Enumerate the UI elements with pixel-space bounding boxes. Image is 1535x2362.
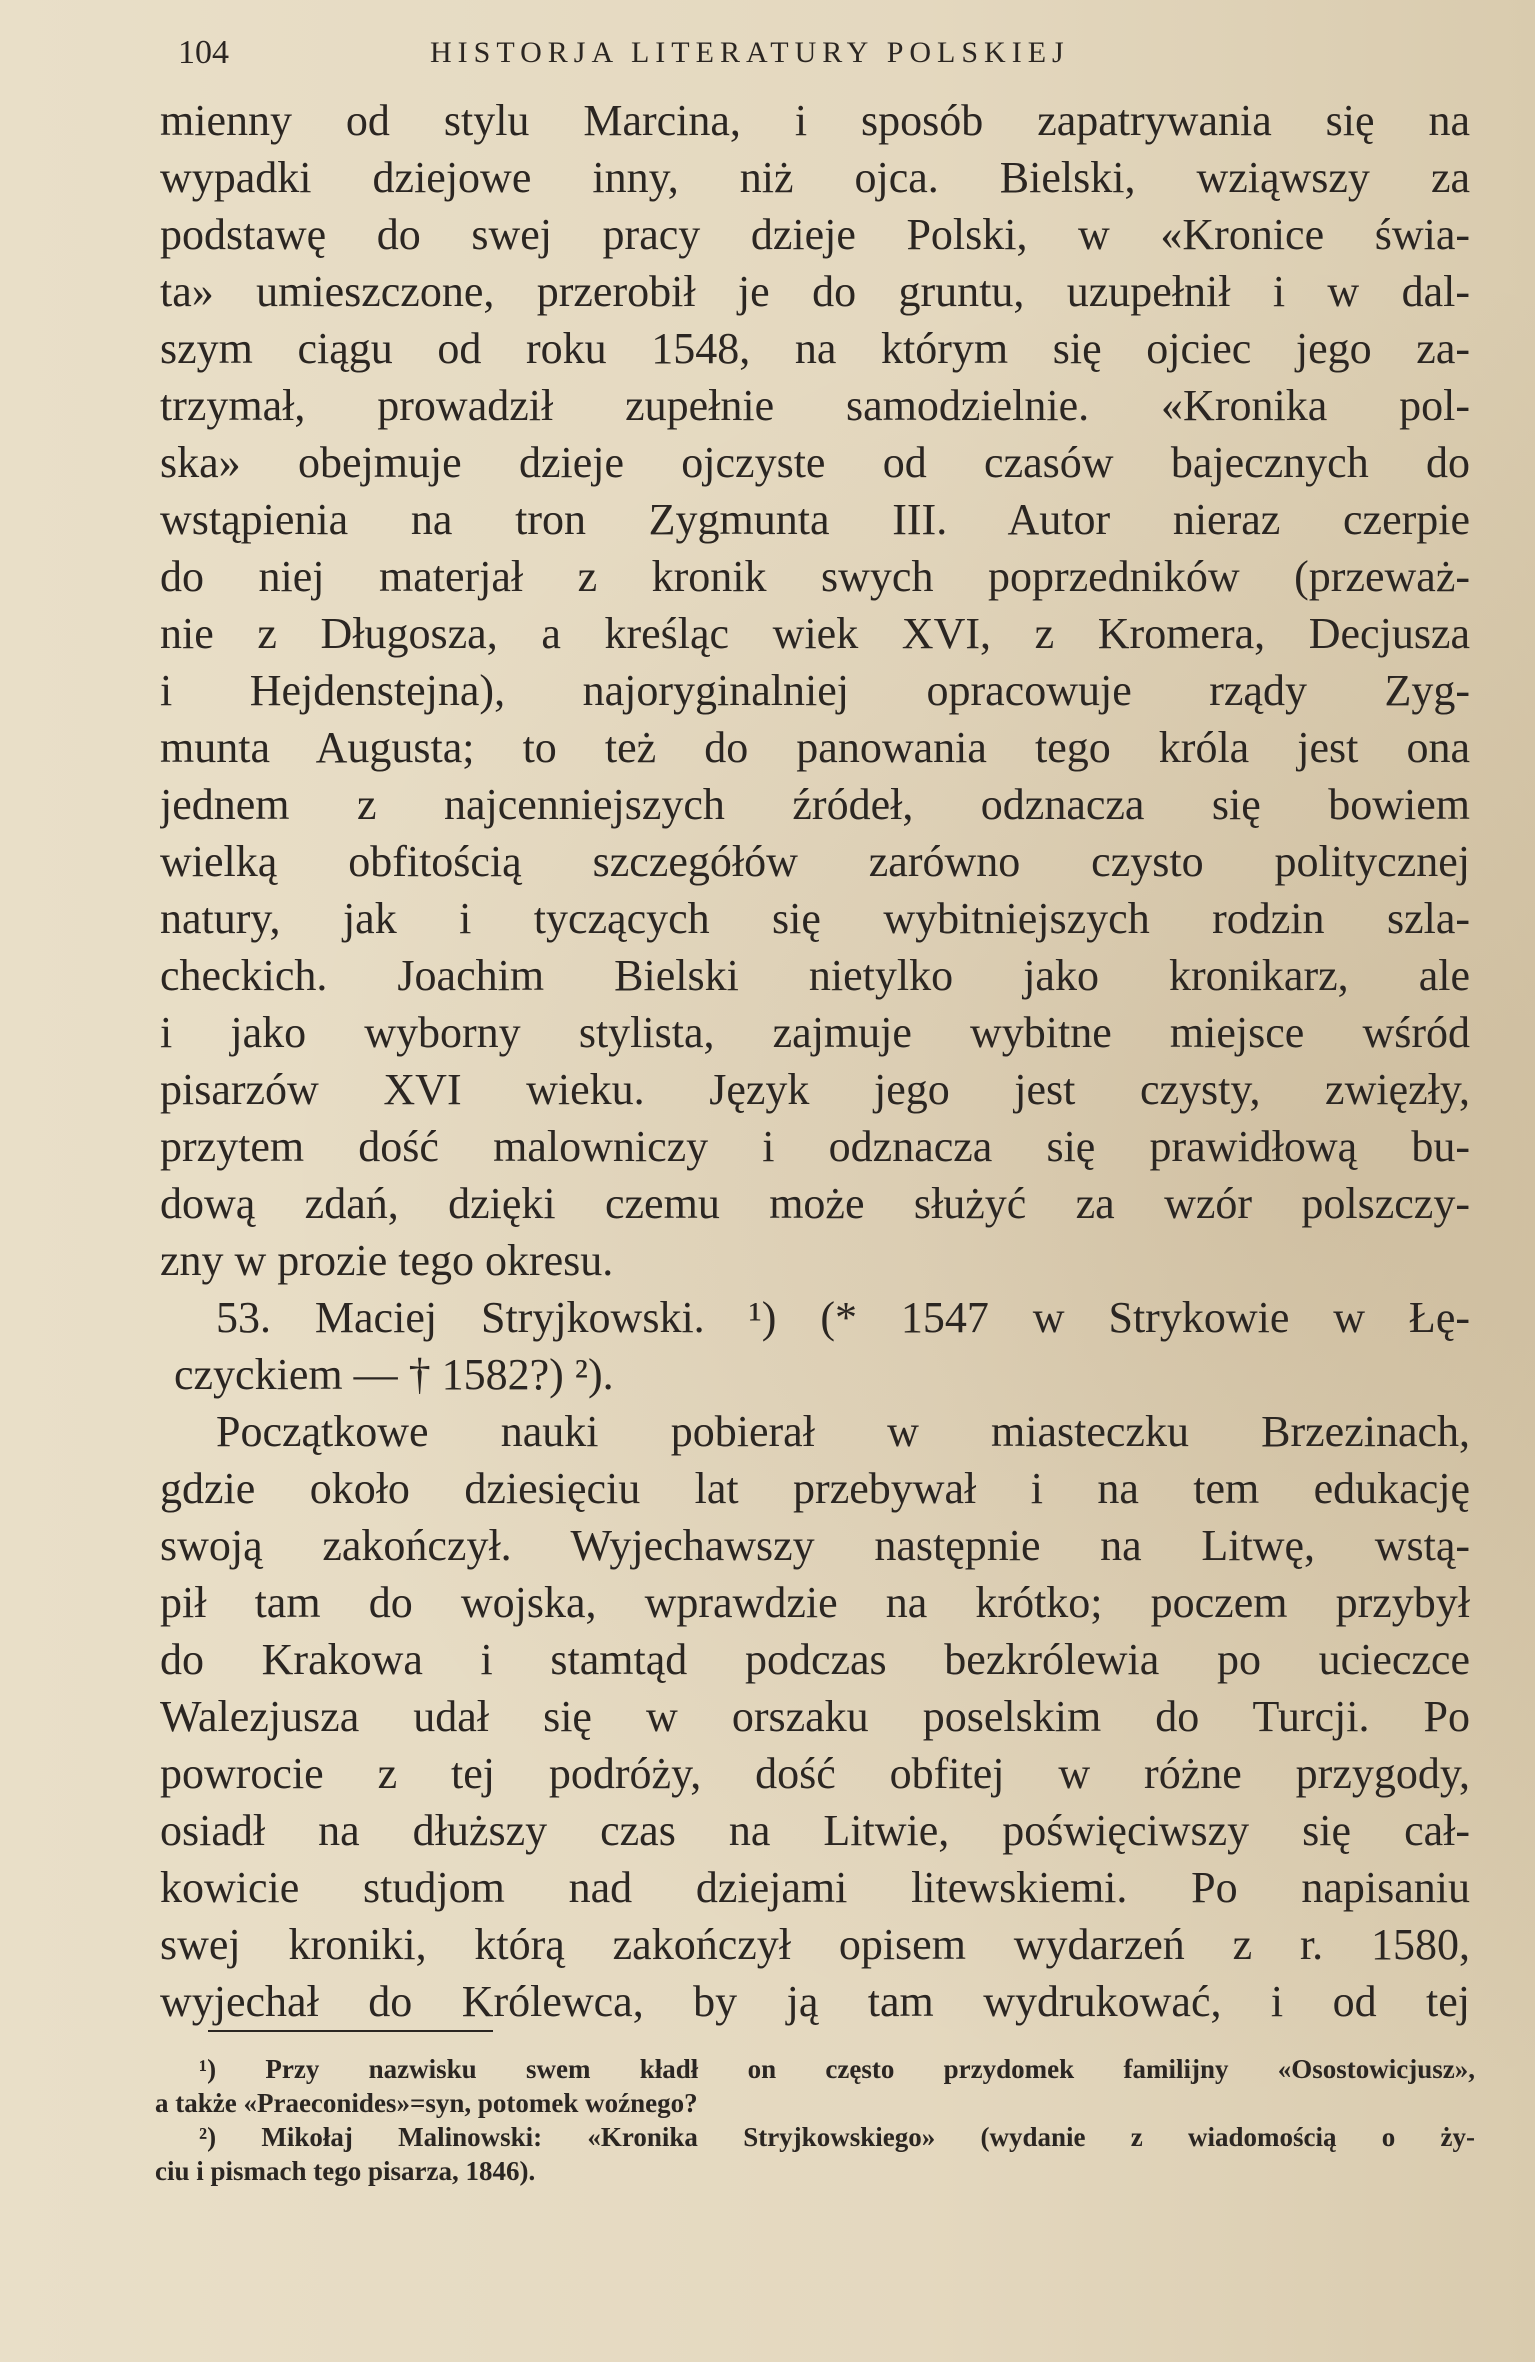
text-line: swoją zakończył. Wyjechawszy następnie na Litwę, wstą-: [160, 1521, 1470, 1570]
text-line: zny w prozie tego okresu.: [160, 1236, 614, 1285]
text-line: gdzie około dziesięciu lat przebywał i na tem edukację: [160, 1464, 1470, 1513]
text-line: i Hejdenstejna), najoryginalniej opracowuje rządy Zyg-: [160, 666, 1470, 715]
page-number: 104: [178, 34, 229, 71]
text-line: podstawę do swej pracy dzieje Polski, w «Kronice świa-: [160, 210, 1470, 259]
text-line: do Krakowa i stamtąd podczas bezkrólewia po ucieczce: [160, 1635, 1470, 1684]
text-line: wyjechał do Królewca, by ją tam wydrukować, i od tej: [160, 1977, 1470, 2026]
text-line: wypadki dziejowe inny, niż ojca. Bielski, wziąwszy za: [160, 153, 1470, 202]
text-line: przytem dość malowniczy i odznacza się prawidłową bu-: [160, 1122, 1470, 1171]
text-line: wielką obfitością szczegółów zarówno czysto politycznej: [160, 837, 1470, 886]
text-line: i jako wyborny stylista, zajmuje wybitne miejsce wśród: [160, 1008, 1470, 1057]
text-line: kowicie studjom nad dziejami litewskiemi. Po napisaniu: [160, 1863, 1470, 1912]
text-line: Początkowe nauki pobierał w miasteczku Brzezinach,: [216, 1407, 1470, 1456]
text-line: mienny od stylu Marcina, i sposób zapatrywania się na: [160, 96, 1470, 145]
footnote-1-continuation: a także «Praeconides»=syn, potomek woźnego?: [155, 2088, 698, 2118]
text-line: swej kroniki, którą zakończył opisem wydarzeń z r. 1580,: [160, 1920, 1470, 1969]
text-line: nie z Długosza, a kreśląc wiek XVI, z Kromera, Decjusza: [160, 609, 1470, 658]
text-line: trzymał, prowadził zupełnie samodzielnie. «Kronika pol-: [160, 381, 1470, 430]
footnote-divider: [208, 2030, 493, 2032]
body-text: [160, 92, 1470, 2030]
running-title: HISTORJA LITERATURY POLSKIEJ: [430, 36, 1070, 69]
text-line: munta Augusta; to też do panowania tego króla jest ona: [160, 723, 1470, 772]
footnote-1: ¹) Przy nazwisku swem kładł on często przydomek familijny «Osostowicjusz»,: [199, 2054, 1475, 2084]
text-line: osiadł na dłuższy czas na Litwie, poświęciwszy się cał-: [160, 1806, 1470, 1855]
text-line: szym ciągu od roku 1548, na którym się ojciec jego za-: [160, 324, 1470, 373]
text-line: wstąpienia na tron Zygmunta III. Autor nieraz czerpie: [160, 495, 1470, 544]
page-header: [178, 28, 1308, 78]
section-heading: 53. Maciej Stryjkowski. ¹) (* 1547 w Strykowie w Łę-: [216, 1293, 1470, 1342]
footnote-2-continuation: ciu i pismach tego pisarza, 1846).: [155, 2156, 536, 2186]
text-line: jednem z najcenniejszych źródeł, odznacza się bowiem: [160, 780, 1470, 829]
text-line: natury, jak i tyczących się wybitniejszych rodzin szla-: [160, 894, 1470, 943]
text-line: checkich. Joachim Bielski nietylko jako kronikarz, ale: [160, 951, 1470, 1000]
text-line: pił tam do wojska, wprawdzie na krótko; poczem przybył: [160, 1578, 1470, 1627]
text-line: pisarzów XVI wieku. Język jego jest czysty, zwięzły,: [160, 1065, 1470, 1114]
section-heading-continuation: czyckiem — † 1582?) ²).: [174, 1350, 614, 1399]
footnote-2: ²) Mikołaj Malinowski: «Kronika Stryjkowskiego» (wydanie z wiadomością o ży-: [199, 2122, 1475, 2152]
text-line: do niej materjał z kronik swych poprzedników (przeważ-: [160, 552, 1470, 601]
footnotes: [155, 2052, 1475, 2188]
text-line: dową zdań, dzięki czemu może służyć za wzór polszczy-: [160, 1179, 1470, 1228]
text-line: powrocie z tej podróży, dość obfitej w różne przygody,: [160, 1749, 1470, 1798]
text-line: Walezjusza udał się w orszaku poselskim do Turcji. Po: [160, 1692, 1470, 1741]
text-line: ta» umieszczone, przerobił je do gruntu, uzupełnił i w dal-: [160, 267, 1470, 316]
text-line: ska» obejmuje dzieje ojczyste od czasów bajecznych do: [160, 438, 1470, 487]
